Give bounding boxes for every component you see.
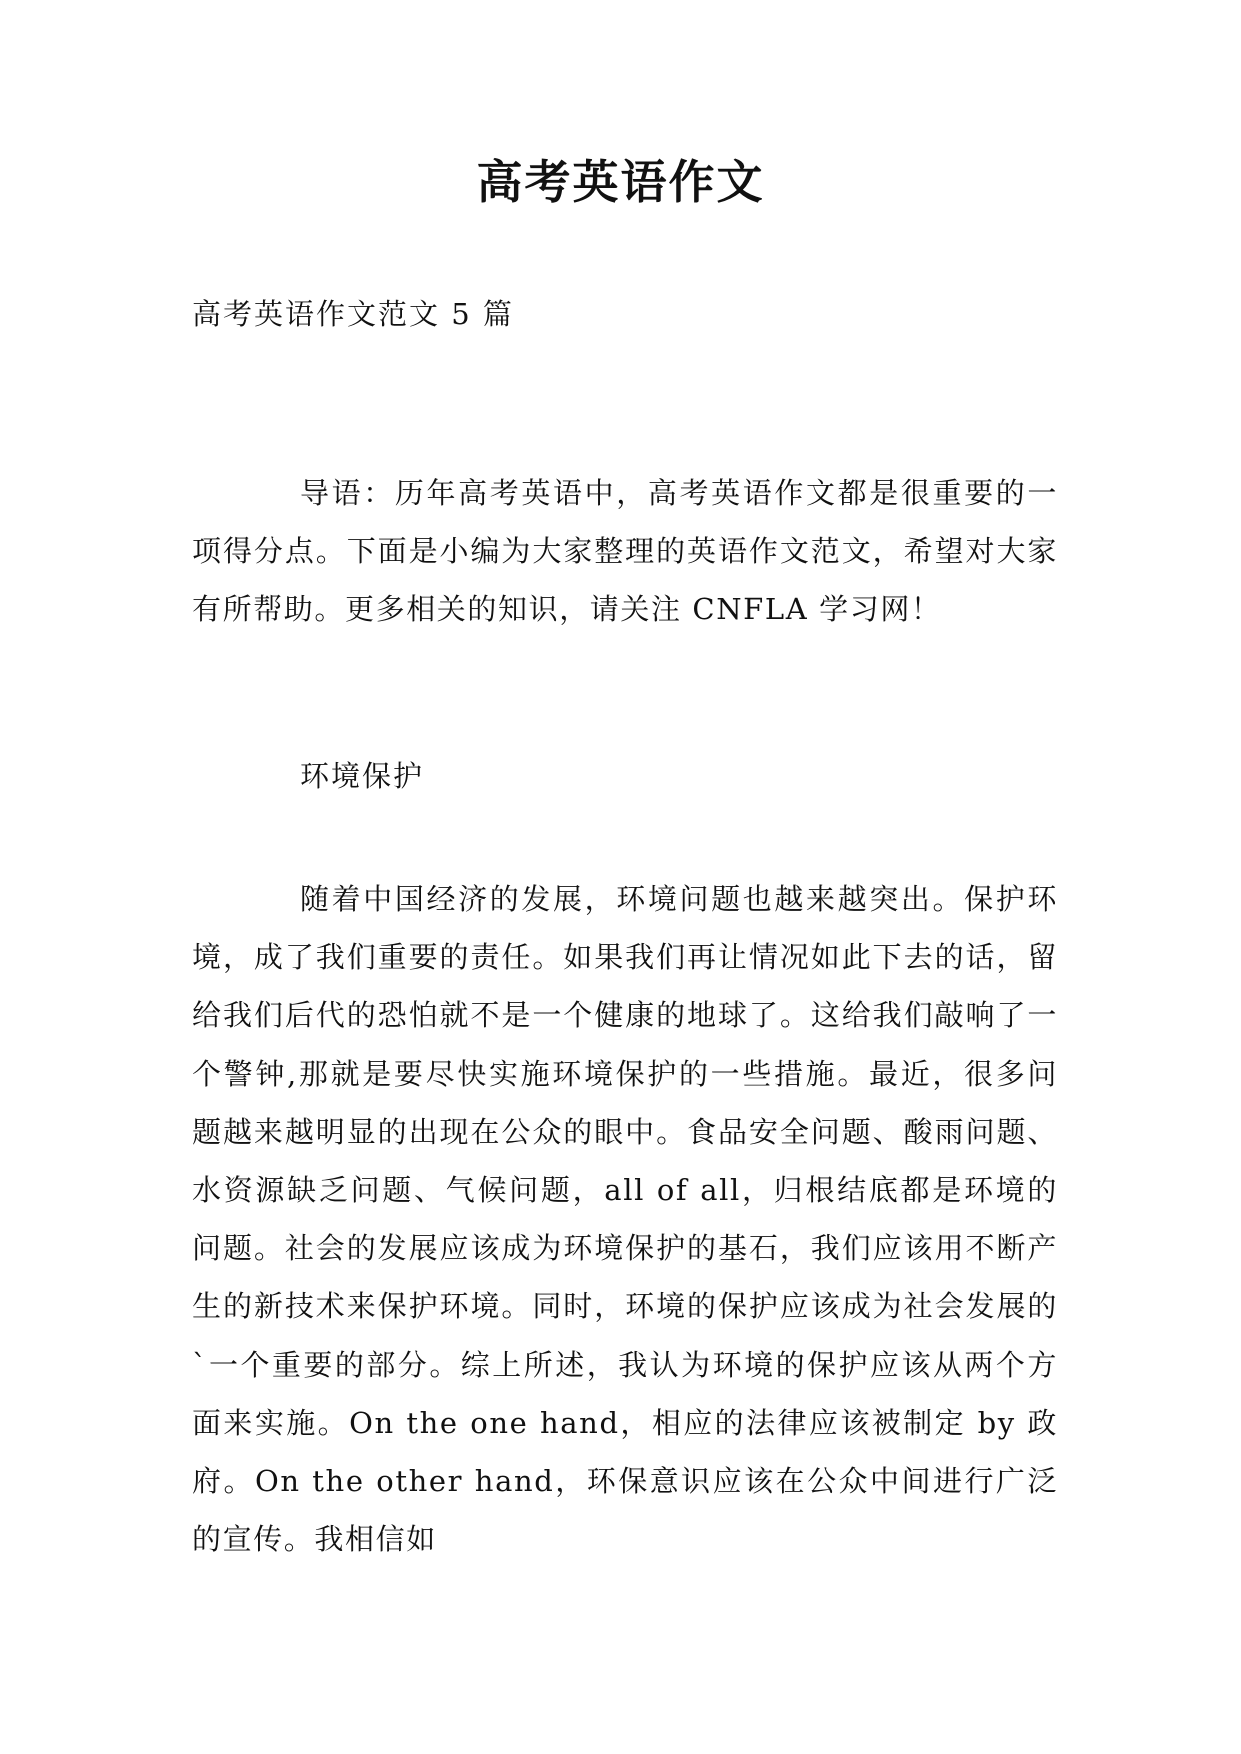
intro-paragraph: 导语：历年高考英语中，高考英语作文都是很重要的一项得分点。下面是小编为大家整理的英语作文范文，希望对大家有所帮助。更多相关的知识，请关注 CNFLA 学习网！ bbox=[192, 476, 1058, 627]
document-title: 高考英语作文 bbox=[476, 155, 765, 209]
document-subtitle: 高考英语作文范文 5 篇 bbox=[192, 297, 514, 331]
section-heading: 环境保护 bbox=[300, 759, 425, 793]
section-body-paragraph: 随着中国经济的发展，环境问题也越来越突出。保护环境，成了我们重要的责任。如果我们再让情况如此下去的话，留给我们后代的恐怕就不是一个健康的地球了。这给我们敲响了一个警钟,那就是要尽快实施环境保护的一些措施。最近，很多问题越来越明显的出现在公众的眼中。食品安全问题、酸雨问题、水资源缺乏问题、气候问题，all of all，归根结底都是环境的问题。社会的发展应该成为环境保护的基石，我们应该用不断产生的新技术来保护环境。同时，环境的保护应该成为社会发展的`一个重要的部分。综上所述，我认为环境的保护应该从两个方面来实施。On the one hand，相应的法律应该被制定 by 政府。On the other hand，环保意识应该在公众中间进行广泛的宣传。我相信如 bbox=[192, 882, 1058, 1557]
